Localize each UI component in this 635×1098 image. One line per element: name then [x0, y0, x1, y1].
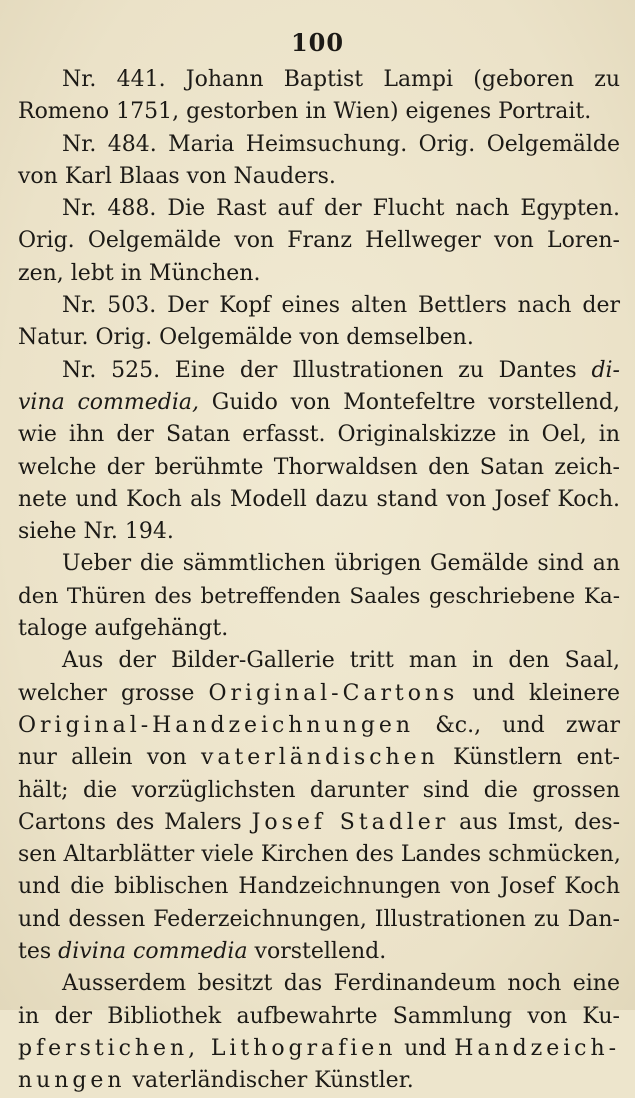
text-line: siehe Nr. 194.: [18, 519, 174, 545]
text-line: [18, 355, 620, 387]
text-line: den Thüren des betreffenden Saales geschriebene Ka-: [18, 583, 620, 609]
text-line: taloge aufgehängt.: [18, 616, 229, 642]
text-run: tes: [18, 939, 59, 965]
italic-text: di-: [591, 357, 620, 383]
text-line: sen Altarblätter viele Kirchen des Landes schmücken,: [18, 842, 621, 868]
text-run: &c., und zwar: [413, 712, 620, 738]
text-line: Aus der Bilder-Gallerie tritt man in den Saal,: [62, 648, 620, 674]
text-run: vaterländischer Künstler.: [125, 1068, 414, 1094]
italic-text: divina commedia: [58, 939, 248, 965]
text-line: welche der berühmte Thorwaldsen den Satan zeich-: [18, 454, 620, 480]
spaced-text: Original-Handzeichnungen: [18, 712, 414, 738]
italic-text: vina commedia,: [18, 389, 200, 415]
text-line: [18, 936, 620, 968]
text-line: in der Bibliothek aufbewahrte Sammlung von Ku-: [18, 1003, 620, 1029]
text-run: und kleinere: [458, 680, 620, 706]
text-line: und dessen Federzeichnungen, Illustrationen zu Dan-: [18, 906, 620, 932]
spaced-text: Handzeich-: [454, 1035, 620, 1061]
text-run: welcher grosse: [18, 680, 209, 706]
text-line: Ueber die sämmtlichen übrigen Gemälde sind an: [62, 551, 620, 577]
text-line: [18, 1065, 620, 1097]
text-line: hält; die vorzüglichsten darunter sind die grossen: [18, 777, 620, 803]
text-line: und die biblischen Handzeichnungen von Josef Koch: [18, 874, 620, 900]
text-line: [18, 1033, 620, 1065]
text-line: zen, lebt in München.: [18, 260, 261, 286]
text-line: [18, 742, 620, 774]
spaced-text: vaterländischen: [201, 745, 439, 771]
text-line: Nr. 503. Der Kopf eines alten Bettlers nach der: [62, 293, 620, 319]
text-run: Cartons des Malers: [18, 809, 252, 835]
page-number: 100: [290, 28, 345, 57]
text-line: Nr. 441. Johann Baptist Lampi (geboren zu: [62, 67, 620, 92]
text-line: [18, 807, 620, 839]
spaced-text: Original-Cartons: [208, 680, 459, 706]
spaced-text: Josef Stadler: [251, 809, 450, 835]
text-line: Orig. Oelgemälde von Franz Hellweger von Loren-: [18, 228, 620, 254]
spaced-text: pferstichen, Lithografien: [18, 1035, 397, 1061]
text-line: wie ihn der Satan erfasst. Originalskizze in Oel, in: [18, 422, 620, 448]
text-line: [18, 387, 620, 419]
text-line: nete und Koch als Modell dazu stand von Josef Koch.: [18, 486, 620, 512]
text-run: nur allein von: [18, 745, 202, 771]
spaced-text: nungen: [18, 1068, 126, 1094]
text-line: [18, 710, 620, 742]
page-text: [18, 64, 620, 1098]
text-run: Guido von Montefeltre vorstellend,: [199, 389, 620, 415]
text-line: Romeno 1751, gestorben in Wien) eigenes Portrait.: [18, 99, 592, 125]
text-run: aus Imst, des-: [449, 809, 621, 835]
text-run: Künstlern ent-: [438, 745, 620, 771]
text-line: Natur. Orig. Oelgemälde von demselben.: [18, 325, 474, 351]
text-line: Nr. 484. Maria Heimsuchung. Orig. Oelgemälde: [62, 131, 620, 157]
text-line: [18, 678, 620, 710]
text-line: von Karl Blaas von Nauders.: [18, 163, 336, 189]
text-run: Nr. 525. Eine der Illustrationen zu Dantes: [62, 357, 592, 383]
text-run: vorstellend.: [247, 939, 387, 965]
text-line: Ausserdem besitzt das Ferdinandeum noch eine: [62, 971, 620, 997]
text-run: und: [396, 1035, 455, 1061]
text-line: Nr. 488. Die Rast auf der Flucht nach Egypten.: [62, 196, 620, 222]
